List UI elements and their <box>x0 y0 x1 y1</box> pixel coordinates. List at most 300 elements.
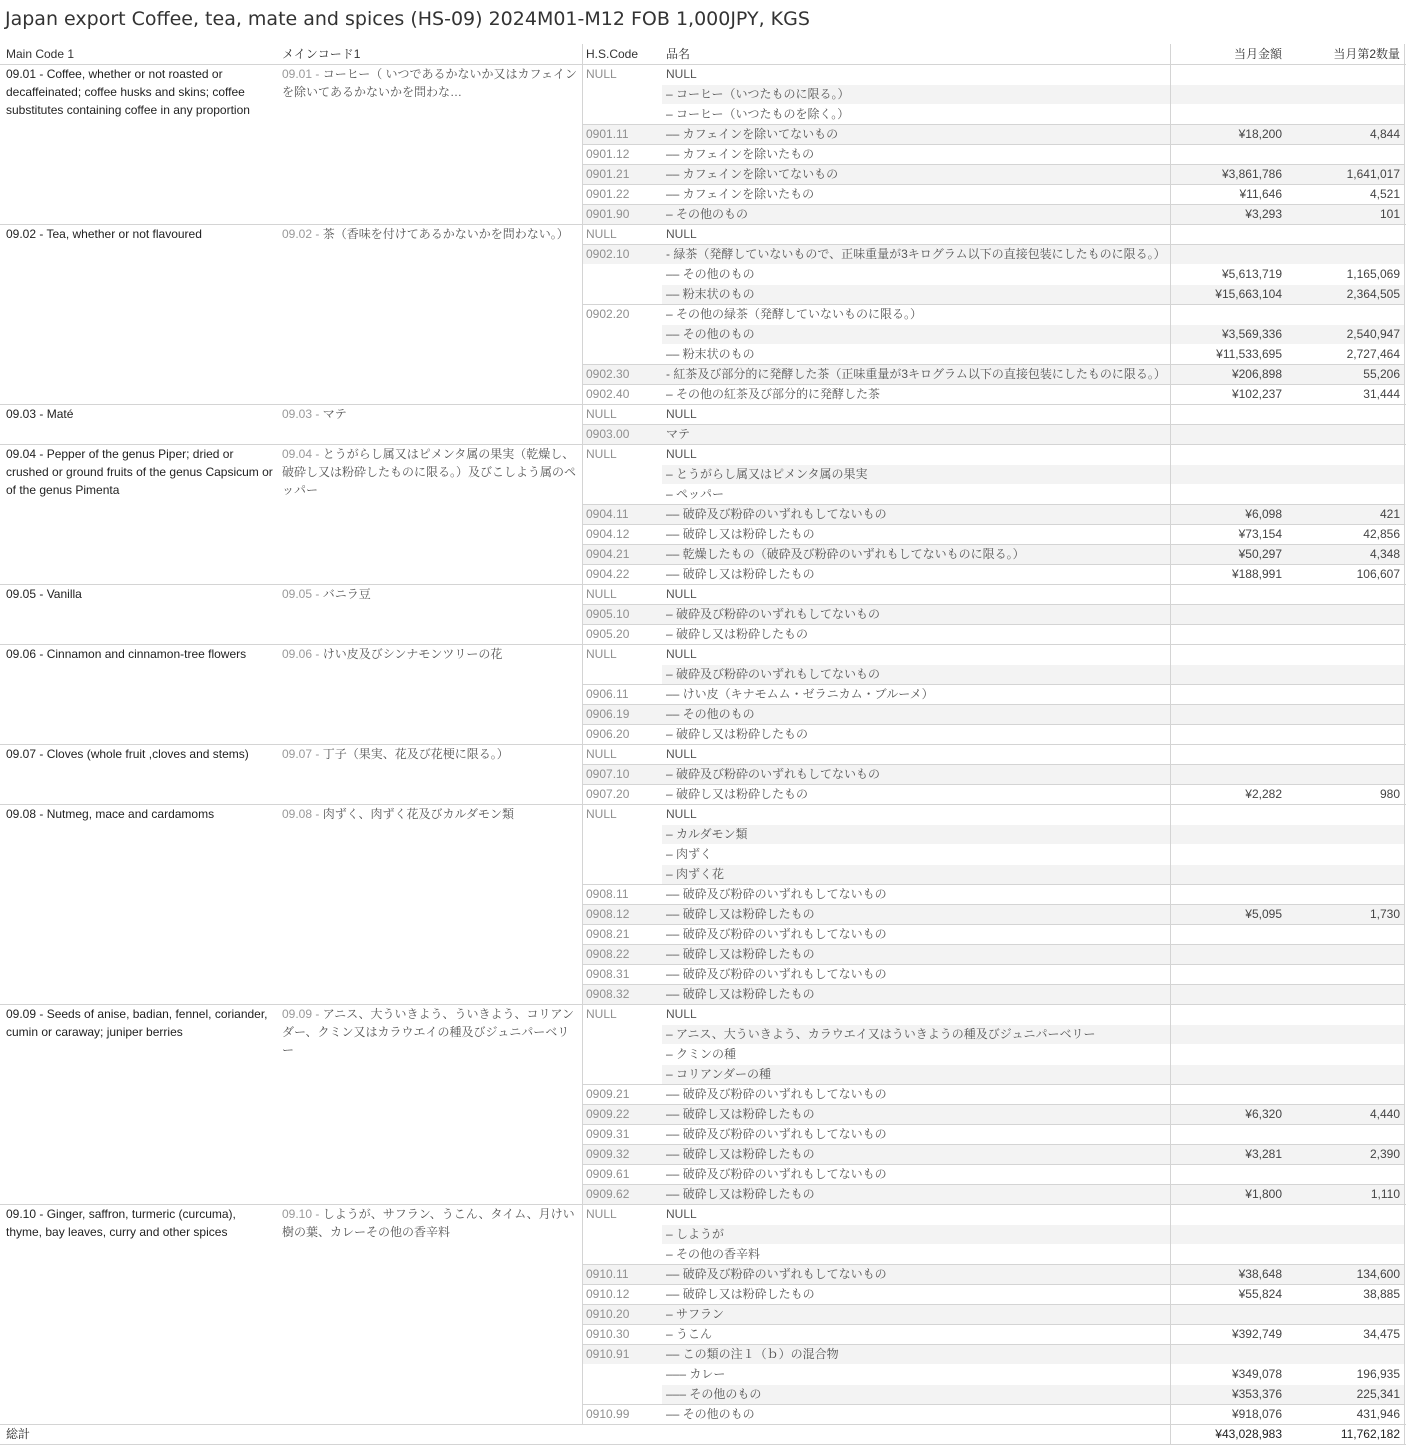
item-name-cell: –– 破砕し又は粉砕したもの <box>666 987 815 1001</box>
amount-cell <box>1172 1004 1282 1024</box>
amount-cell <box>1172 804 1282 824</box>
main-code-jp-prefix: 09.03 - <box>282 407 323 421</box>
grand-total-quantity: 11,762,182 <box>1340 1427 1400 1441</box>
item-name-cell: – しようが <box>666 1227 725 1241</box>
hs-code-cell: 0910.12 <box>586 1287 630 1301</box>
amount-cell <box>1172 104 1282 124</box>
item-name-cell: – 破砕し又は粉砕したもの <box>666 787 809 801</box>
amount-cell <box>1172 924 1282 944</box>
hs-code-cell <box>586 484 660 504</box>
amount-cell: ¥918,076 <box>1231 1407 1282 1421</box>
column-header-item-name[interactable]: 品名 <box>666 47 691 61</box>
data-table <box>0 44 1406 1444</box>
amount-cell <box>1172 1024 1282 1044</box>
main-code-jp-text: マテ <box>322 407 347 421</box>
hs-code-cell <box>586 844 660 864</box>
amount-cell <box>1172 244 1282 264</box>
amount-cell <box>1172 1044 1282 1064</box>
main-code-jp-text: しようが、サフラン、うこん、タイム、月けい樹の葉、カレーその他の香辛料 <box>282 1207 575 1239</box>
amount-cell <box>1172 64 1282 84</box>
item-name-cell: NULL <box>666 807 697 821</box>
amount-cell: ¥5,613,719 <box>1221 267 1282 281</box>
column-header-quantity[interactable]: 当月第2数量 <box>1333 47 1400 61</box>
hs-code-cell <box>586 264 660 284</box>
hs-code-cell: 0901.90 <box>586 207 630 221</box>
column-divider <box>1170 44 1171 1444</box>
main-code-jp-cell <box>282 585 578 603</box>
hs-code-cell <box>586 1364 660 1384</box>
main-code-cell: 09.09 - Seeds of anise, badian, fennel, coriander, cumin or caraway; juniper berries <box>6 1007 268 1039</box>
item-name-cell: –– 粉末状のもの <box>666 287 755 301</box>
item-name-cell: NULL <box>666 227 697 241</box>
quantity-cell <box>1290 404 1400 424</box>
hs-code-cell <box>586 324 660 344</box>
main-code-jp-text: コーヒー（ いつであるかないか又はカフェインを除いてあるかないかを問わな… <box>282 67 577 99</box>
quantity-cell: 980 <box>1379 787 1400 801</box>
amount-cell: ¥353,376 <box>1231 1387 1282 1401</box>
item-name-cell: – ペッパー <box>666 487 725 501</box>
amount-cell <box>1172 1244 1282 1264</box>
quantity-cell: 34,475 <box>1363 1327 1400 1341</box>
item-name-cell: –– 破砕し又は粉砕したもの <box>666 1287 815 1301</box>
hs-code-cell <box>586 1384 660 1404</box>
quantity-cell <box>1290 484 1400 504</box>
amount-cell <box>1172 1064 1282 1084</box>
hs-code-cell <box>586 1024 660 1044</box>
hs-code-cell <box>586 824 660 844</box>
quantity-cell <box>1290 464 1400 484</box>
grand-total-amount: ¥43,028,983 <box>1215 1427 1282 1441</box>
quantity-cell: 4,844 <box>1369 127 1400 141</box>
amount-cell <box>1172 424 1282 444</box>
quantity-cell <box>1290 824 1400 844</box>
item-name-cell: – クミンの種 <box>666 1047 737 1061</box>
quantity-cell <box>1290 1064 1400 1084</box>
quantity-cell: 2,364,505 <box>1346 287 1400 301</box>
amount-cell <box>1172 1204 1282 1224</box>
item-name-cell: –– 破砕し又は粉砕したもの <box>666 947 815 961</box>
amount-cell <box>1172 144 1282 164</box>
quantity-cell <box>1290 584 1400 604</box>
item-name-cell: – 肉ずく花 <box>666 867 725 881</box>
item-name-cell: –– その他のもの <box>666 707 755 721</box>
item-name-cell: –– カフェインを除いてないもの <box>666 127 839 141</box>
quantity-cell <box>1290 1004 1400 1024</box>
amount-cell <box>1172 604 1282 624</box>
item-name-cell: –– その他のもの <box>666 1407 755 1421</box>
item-name-cell: マテ <box>666 427 691 441</box>
quantity-cell <box>1290 964 1400 984</box>
hs-code-cell: 0907.10 <box>586 767 630 781</box>
hs-code-cell <box>586 344 660 364</box>
hs-code-cell: 0910.11 <box>586 1267 629 1281</box>
main-code-jp-cell <box>282 1005 578 1059</box>
quantity-cell <box>1290 724 1400 744</box>
main-code-cell: 09.04 - Pepper of the genus Piper; dried or crushed or ground fruits of the genus Capsicum or of the genus Pimenta <box>6 447 273 497</box>
item-name-cell: –– カフェインを除いたもの <box>666 187 815 201</box>
hs-code-cell: 0904.22 <box>586 567 630 581</box>
amount-cell: ¥11,533,695 <box>1216 347 1282 361</box>
amount-cell <box>1172 624 1282 644</box>
hs-code-cell <box>586 464 660 484</box>
item-name-cell: – その他のもの <box>666 207 749 221</box>
amount-cell <box>1172 1164 1282 1184</box>
amount-cell <box>1172 444 1282 464</box>
item-name-cell: –– 破砕し又は粉砕したもの <box>666 1147 815 1161</box>
item-name-cell: – コーヒー（いつたものを除く。） <box>666 107 850 121</box>
item-name-cell: – コリアンダーの種 <box>666 1067 772 1081</box>
amount-cell <box>1172 1124 1282 1144</box>
item-name-cell: – その他の緑茶（発酵していないものに限る。） <box>666 307 923 321</box>
item-name-cell: –– 乾燥したもの（破砕及び粉砕のいずれもしてないものに限る。） <box>666 547 1025 561</box>
amount-cell <box>1172 1344 1282 1364</box>
hs-code-cell: 0902.20 <box>586 307 630 321</box>
amount-cell <box>1172 644 1282 664</box>
column-header-amount[interactable]: 当月金額 <box>1233 47 1282 61</box>
main-code-jp-text: アニス、大ういきよう、ういきよう、コリアンダー、クミン又はカラウエイの種及びジュニパーベリー <box>282 1007 574 1057</box>
page-title: Japan export Coffee, tea, mate and spices (HS-09) 2024M01-M12 FOB 1,000JPY, KGS <box>5 8 810 30</box>
amount-cell <box>1172 464 1282 484</box>
quantity-cell <box>1290 1164 1400 1184</box>
hs-code-cell: 0910.30 <box>586 1327 630 1341</box>
hs-code-cell: 0909.21 <box>586 1087 630 1101</box>
amount-cell: ¥11,646 <box>1239 187 1282 201</box>
amount-cell: ¥2,282 <box>1245 787 1282 801</box>
item-name-cell: NULL <box>666 647 697 661</box>
quantity-cell: 1,641,017 <box>1346 167 1400 181</box>
main-code-jp-prefix: 09.01 - <box>282 67 323 81</box>
amount-cell <box>1172 1084 1282 1104</box>
quantity-cell: 1,165,069 <box>1346 267 1400 281</box>
item-name-cell: –– 破砕し又は粉砕したもの <box>666 1187 815 1201</box>
hs-code-cell: 0906.11 <box>586 687 629 701</box>
item-name-cell: –– 破砕及び粉砕のいずれもしてないもの <box>666 1267 887 1281</box>
hs-code-cell: 0901.21 <box>586 167 630 181</box>
quantity-cell <box>1290 944 1400 964</box>
quantity-cell <box>1290 1024 1400 1044</box>
amount-cell: ¥73,154 <box>1238 527 1282 541</box>
main-code-cell: 09.01 - Coffee, whether or not roasted or decaffeinated; coffee husks and skins; coffee substitutes containing coffee in any proportion <box>6 67 250 117</box>
quantity-cell <box>1290 1084 1400 1104</box>
main-code-jp-prefix: 09.08 - <box>282 807 323 821</box>
quantity-cell <box>1290 444 1400 464</box>
item-name-cell: –– 破砕及び粉砕のいずれもしてないもの <box>666 1127 887 1141</box>
quantity-cell: 106,607 <box>1356 567 1400 581</box>
quantity-cell <box>1290 144 1400 164</box>
main-code-cell: 09.06 - Cinnamon and cinnamon-tree flowers <box>6 647 247 661</box>
column-header-main-code-jp[interactable]: メインコード1 <box>282 47 361 61</box>
amount-cell <box>1172 704 1282 724</box>
item-name-cell: –– その他のもの <box>666 327 755 341</box>
quantity-cell: 38,885 <box>1363 1287 1400 1301</box>
amount-cell: ¥102,237 <box>1231 387 1282 401</box>
item-name-cell: – コーヒー（いつたものに限る。） <box>666 87 850 101</box>
amount-cell <box>1172 724 1282 744</box>
hs-code-cell: 0908.31 <box>586 967 630 981</box>
main-code-jp-cell <box>282 225 578 243</box>
amount-cell: ¥15,663,104 <box>1215 287 1282 301</box>
item-name-cell: NULL <box>666 1007 697 1021</box>
hs-code-cell: NULL <box>586 587 617 601</box>
main-code-jp-cell <box>282 745 578 763</box>
quantity-cell <box>1290 1304 1400 1324</box>
amount-cell <box>1172 224 1282 244</box>
hs-code-cell <box>586 284 660 304</box>
item-name-cell: –– 破砕し又は粉砕したもの <box>666 907 815 921</box>
amount-cell: ¥3,861,786 <box>1221 167 1282 181</box>
quantity-cell <box>1290 604 1400 624</box>
quantity-cell <box>1290 884 1400 904</box>
main-code-jp-cell <box>282 405 578 423</box>
amount-cell: ¥38,648 <box>1238 1267 1282 1281</box>
item-name-cell: –– 破砕及び粉砕のいずれもしてないもの <box>666 1167 887 1181</box>
hs-code-cell <box>586 104 660 124</box>
column-divider <box>582 44 583 1424</box>
hs-code-cell: 0910.99 <box>586 1407 630 1421</box>
hs-code-cell: NULL <box>586 747 617 761</box>
amount-cell <box>1172 824 1282 844</box>
quantity-cell <box>1290 864 1400 884</box>
item-name-cell: –– 破砕し又は粉砕したもの <box>666 1107 815 1121</box>
hs-code-cell: NULL <box>586 227 617 241</box>
hs-code-cell: 0908.21 <box>586 927 630 941</box>
item-name-cell: –– 粉末状のもの <box>666 347 755 361</box>
item-name-cell: – 肉ずく <box>666 847 713 861</box>
item-name-cell: –– 破砕及び粉砕のいずれもしてないもの <box>666 967 887 981</box>
quantity-cell <box>1290 64 1400 84</box>
item-name-cell: –– カフェインを除いたもの <box>666 147 815 161</box>
column-header-main-code[interactable]: Main Code 1 <box>6 47 75 61</box>
quantity-cell <box>1290 1204 1400 1224</box>
item-name-cell: - 紅茶及び部分的に発酵した茶（正味重量が3キログラム以下の直接包装にしたものに限る。） <box>666 367 1166 381</box>
amount-cell <box>1172 1304 1282 1324</box>
quantity-cell <box>1290 924 1400 944</box>
hs-code-cell: 0902.10 <box>586 247 630 261</box>
quantity-cell: 1,110 <box>1370 1187 1400 1201</box>
hs-code-cell: NULL <box>586 647 617 661</box>
hs-code-cell: 0901.12 <box>586 147 630 161</box>
quantity-cell <box>1290 744 1400 764</box>
amount-cell <box>1172 984 1282 1004</box>
item-name-cell: –– カフェインを除いてないもの <box>666 167 839 181</box>
quantity-cell: 2,727,464 <box>1346 347 1400 361</box>
column-divider <box>1404 44 1405 1444</box>
hs-code-cell: 0908.11 <box>586 887 629 901</box>
hs-code-cell: 0905.20 <box>586 627 630 641</box>
amount-cell <box>1172 684 1282 704</box>
amount-cell: ¥6,320 <box>1245 1107 1282 1121</box>
item-name-cell: NULL <box>666 447 697 461</box>
column-header-hs-code[interactable]: H.S.Code <box>586 47 639 61</box>
hs-code-cell: 0901.22 <box>586 187 630 201</box>
item-name-cell: NULL <box>666 67 697 81</box>
main-code-jp-prefix: 09.06 - <box>282 647 323 661</box>
item-name-cell: – うこん <box>666 1327 713 1341</box>
quantity-cell <box>1290 244 1400 264</box>
hs-code-cell: 0908.32 <box>586 987 630 1001</box>
hs-code-cell: 0904.12 <box>586 527 630 541</box>
quantity-cell: 55,206 <box>1363 367 1400 381</box>
amount-cell: ¥392,749 <box>1231 1327 1282 1341</box>
main-code-jp-text: とうがらし属又はピメンタ属の果実（乾燥し、破砕し又は粉砕したものに限る。）及びこしよう属のペッパー <box>282 447 577 497</box>
item-name-cell: – その他の紅茶及び部分的に発酵した茶 <box>666 387 881 401</box>
quantity-cell <box>1290 84 1400 104</box>
main-code-jp-cell <box>282 645 578 663</box>
main-code-jp-cell <box>282 1205 578 1241</box>
hs-code-cell: 0902.30 <box>586 367 630 381</box>
quantity-cell <box>1290 1344 1400 1364</box>
quantity-cell: 4,521 <box>1369 187 1400 201</box>
grand-total-label: 総計 <box>6 1427 31 1441</box>
hs-code-cell: NULL <box>586 1007 617 1021</box>
amount-cell <box>1172 884 1282 904</box>
quantity-cell <box>1290 1224 1400 1244</box>
hs-code-cell: 0908.12 <box>586 907 630 921</box>
amount-cell: ¥1,800 <box>1245 1187 1282 1201</box>
quantity-cell <box>1290 1044 1400 1064</box>
hs-code-cell: NULL <box>586 407 617 421</box>
hs-code-cell: 0904.11 <box>586 507 629 521</box>
hs-code-cell: 0906.19 <box>586 707 630 721</box>
main-code-cell: 09.08 - Nutmeg, mace and cardamoms <box>6 807 215 821</box>
main-code-cell: 09.10 - Ginger, saffron, turmeric (curcuma), thyme, bay leaves, curry and other spices <box>6 1207 236 1239</box>
hs-code-cell: 0910.20 <box>586 1307 630 1321</box>
amount-cell: ¥6,098 <box>1245 507 1282 521</box>
item-name-cell: – とうがらし属又はピメンタ属の果実 <box>666 467 868 481</box>
quantity-cell <box>1290 104 1400 124</box>
quantity-cell <box>1290 984 1400 1004</box>
hs-code-cell <box>586 864 660 884</box>
main-code-jp-prefix: 09.10 - <box>282 1207 323 1221</box>
hs-code-cell <box>586 1224 660 1244</box>
hs-code-cell: NULL <box>586 67 617 81</box>
amount-cell <box>1172 1224 1282 1244</box>
item-name-cell: – 破砕及び粉砕のいずれもしてないもの <box>666 767 881 781</box>
quantity-cell: 225,341 <box>1356 1387 1400 1401</box>
main-code-jp-text: けい皮及びシンナモンツリーの花 <box>322 647 503 661</box>
hs-code-cell: NULL <box>586 1207 617 1221</box>
item-name-cell: –– 破砕し又は粉砕したもの <box>666 567 815 581</box>
main-code-cell: 09.05 - Vanilla <box>6 587 82 601</box>
hs-code-cell: 0909.31 <box>586 1127 630 1141</box>
item-name-cell: –– 破砕及び粉砕のいずれもしてないもの <box>666 1087 887 1101</box>
item-name-cell: – 破砕し又は粉砕したもの <box>666 627 809 641</box>
hs-code-cell: NULL <box>586 807 617 821</box>
amount-cell: ¥55,824 <box>1238 1287 1282 1301</box>
quantity-cell: 31,444 <box>1363 387 1400 401</box>
quantity-cell: 42,856 <box>1363 527 1400 541</box>
quantity-cell <box>1290 224 1400 244</box>
item-name-cell: –– けい皮（キナモムム・ゼラニカム・ブルーメ） <box>666 687 934 701</box>
main-code-jp-text: バニラ豆 <box>322 587 371 601</box>
item-name-cell: – カルダモン類 <box>666 827 748 841</box>
amount-cell <box>1172 964 1282 984</box>
quantity-cell <box>1290 1124 1400 1144</box>
item-name-cell: –– 破砕及び粉砕のいずれもしてないもの <box>666 507 887 521</box>
hs-code-cell <box>586 664 660 684</box>
main-code-cell: 09.03 - Maté <box>6 407 74 421</box>
main-code-jp-prefix: 09.07 - <box>282 747 323 761</box>
quantity-cell: 134,600 <box>1356 1267 1400 1281</box>
amount-cell <box>1172 304 1282 324</box>
item-name-cell: –– 破砕及び粉砕のいずれもしてないもの <box>666 887 887 901</box>
hs-code-cell: 0910.91 <box>586 1347 630 1361</box>
item-name-cell: – その他の香辛料 <box>666 1247 761 1261</box>
amount-cell <box>1172 764 1282 784</box>
item-name-cell: – 破砕及び粉砕のいずれもしてないもの <box>666 607 881 621</box>
item-name-cell: –– 破砕及び粉砕のいずれもしてないもの <box>666 927 887 941</box>
item-name-cell: –– 破砕し又は粉砕したもの <box>666 527 815 541</box>
item-name-cell: - 緑茶（発酵していないもので、正味重量が3キログラム以下の直接包装にしたものに限る。） <box>666 247 1166 261</box>
quantity-cell: 1,730 <box>1369 907 1400 921</box>
amount-cell: ¥3,569,336 <box>1221 327 1282 341</box>
amount-cell <box>1172 584 1282 604</box>
amount-cell: ¥3,293 <box>1245 207 1282 221</box>
amount-cell <box>1172 664 1282 684</box>
amount-cell: ¥3,281 <box>1245 1147 1282 1161</box>
quantity-cell <box>1290 804 1400 824</box>
amount-cell: ¥206,898 <box>1231 367 1282 381</box>
item-name-cell: NULL <box>666 407 697 421</box>
hs-code-cell: 0906.20 <box>586 727 630 741</box>
quantity-cell <box>1290 304 1400 324</box>
amount-cell <box>1172 744 1282 764</box>
amount-cell: ¥18,200 <box>1238 127 1282 141</box>
hs-code-cell: 0902.40 <box>586 387 630 401</box>
item-name-cell: – 破砕及び粉砕のいずれもしてないもの <box>666 667 881 681</box>
hs-code-cell: 0909.22 <box>586 1107 630 1121</box>
main-code-jp-text: 茶（香味を付けてあるかないかを問わない。） <box>322 227 569 241</box>
quantity-cell <box>1290 764 1400 784</box>
quantity-cell <box>1290 424 1400 444</box>
hs-code-cell: 0909.32 <box>586 1147 630 1161</box>
quantity-cell <box>1290 664 1400 684</box>
hs-code-cell: 0909.62 <box>586 1187 630 1201</box>
item-name-cell: – アニス、大ういきよう、カラウエイ又はういきようの種及びジュニパーベリー <box>666 1027 1096 1041</box>
hs-code-cell: NULL <box>586 447 617 461</box>
quantity-cell: 431,946 <box>1356 1407 1400 1421</box>
amount-cell <box>1172 484 1282 504</box>
item-name-cell: NULL <box>666 747 697 761</box>
hs-code-cell <box>586 84 660 104</box>
item-name-cell: ––– カレー <box>666 1367 726 1381</box>
hs-code-cell: 0901.11 <box>586 127 629 141</box>
main-code-cell: 09.02 - Tea, whether or not flavoured <box>6 227 202 241</box>
quantity-cell: 2,540,947 <box>1346 327 1400 341</box>
amount-cell: ¥349,078 <box>1231 1367 1282 1381</box>
quantity-cell <box>1290 1244 1400 1264</box>
hs-code-cell: 0904.21 <box>586 547 630 561</box>
main-code-jp-cell <box>282 805 578 823</box>
quantity-cell: 101 <box>1379 207 1400 221</box>
hs-code-cell: 0909.61 <box>586 1167 630 1181</box>
item-name-cell: – 破砕し又は粉砕したもの <box>666 727 809 741</box>
quantity-cell: 4,440 <box>1369 1107 1400 1121</box>
quantity-cell <box>1290 704 1400 724</box>
amount-cell: ¥50,297 <box>1238 547 1282 561</box>
item-name-cell: NULL <box>666 1207 697 1221</box>
main-code-jp-prefix: 09.02 - <box>282 227 323 241</box>
item-name-cell: NULL <box>666 587 697 601</box>
main-code-jp-text: 丁子（果実、花及び花梗に限る。） <box>322 747 509 761</box>
amount-cell <box>1172 844 1282 864</box>
hs-code-cell: 0907.20 <box>586 787 630 801</box>
quantity-cell <box>1290 844 1400 864</box>
quantity-cell: 4,348 <box>1369 547 1400 561</box>
main-code-jp-cell <box>282 65 578 101</box>
amount-cell <box>1172 864 1282 884</box>
item-name-cell: –– その他のもの <box>666 267 755 281</box>
